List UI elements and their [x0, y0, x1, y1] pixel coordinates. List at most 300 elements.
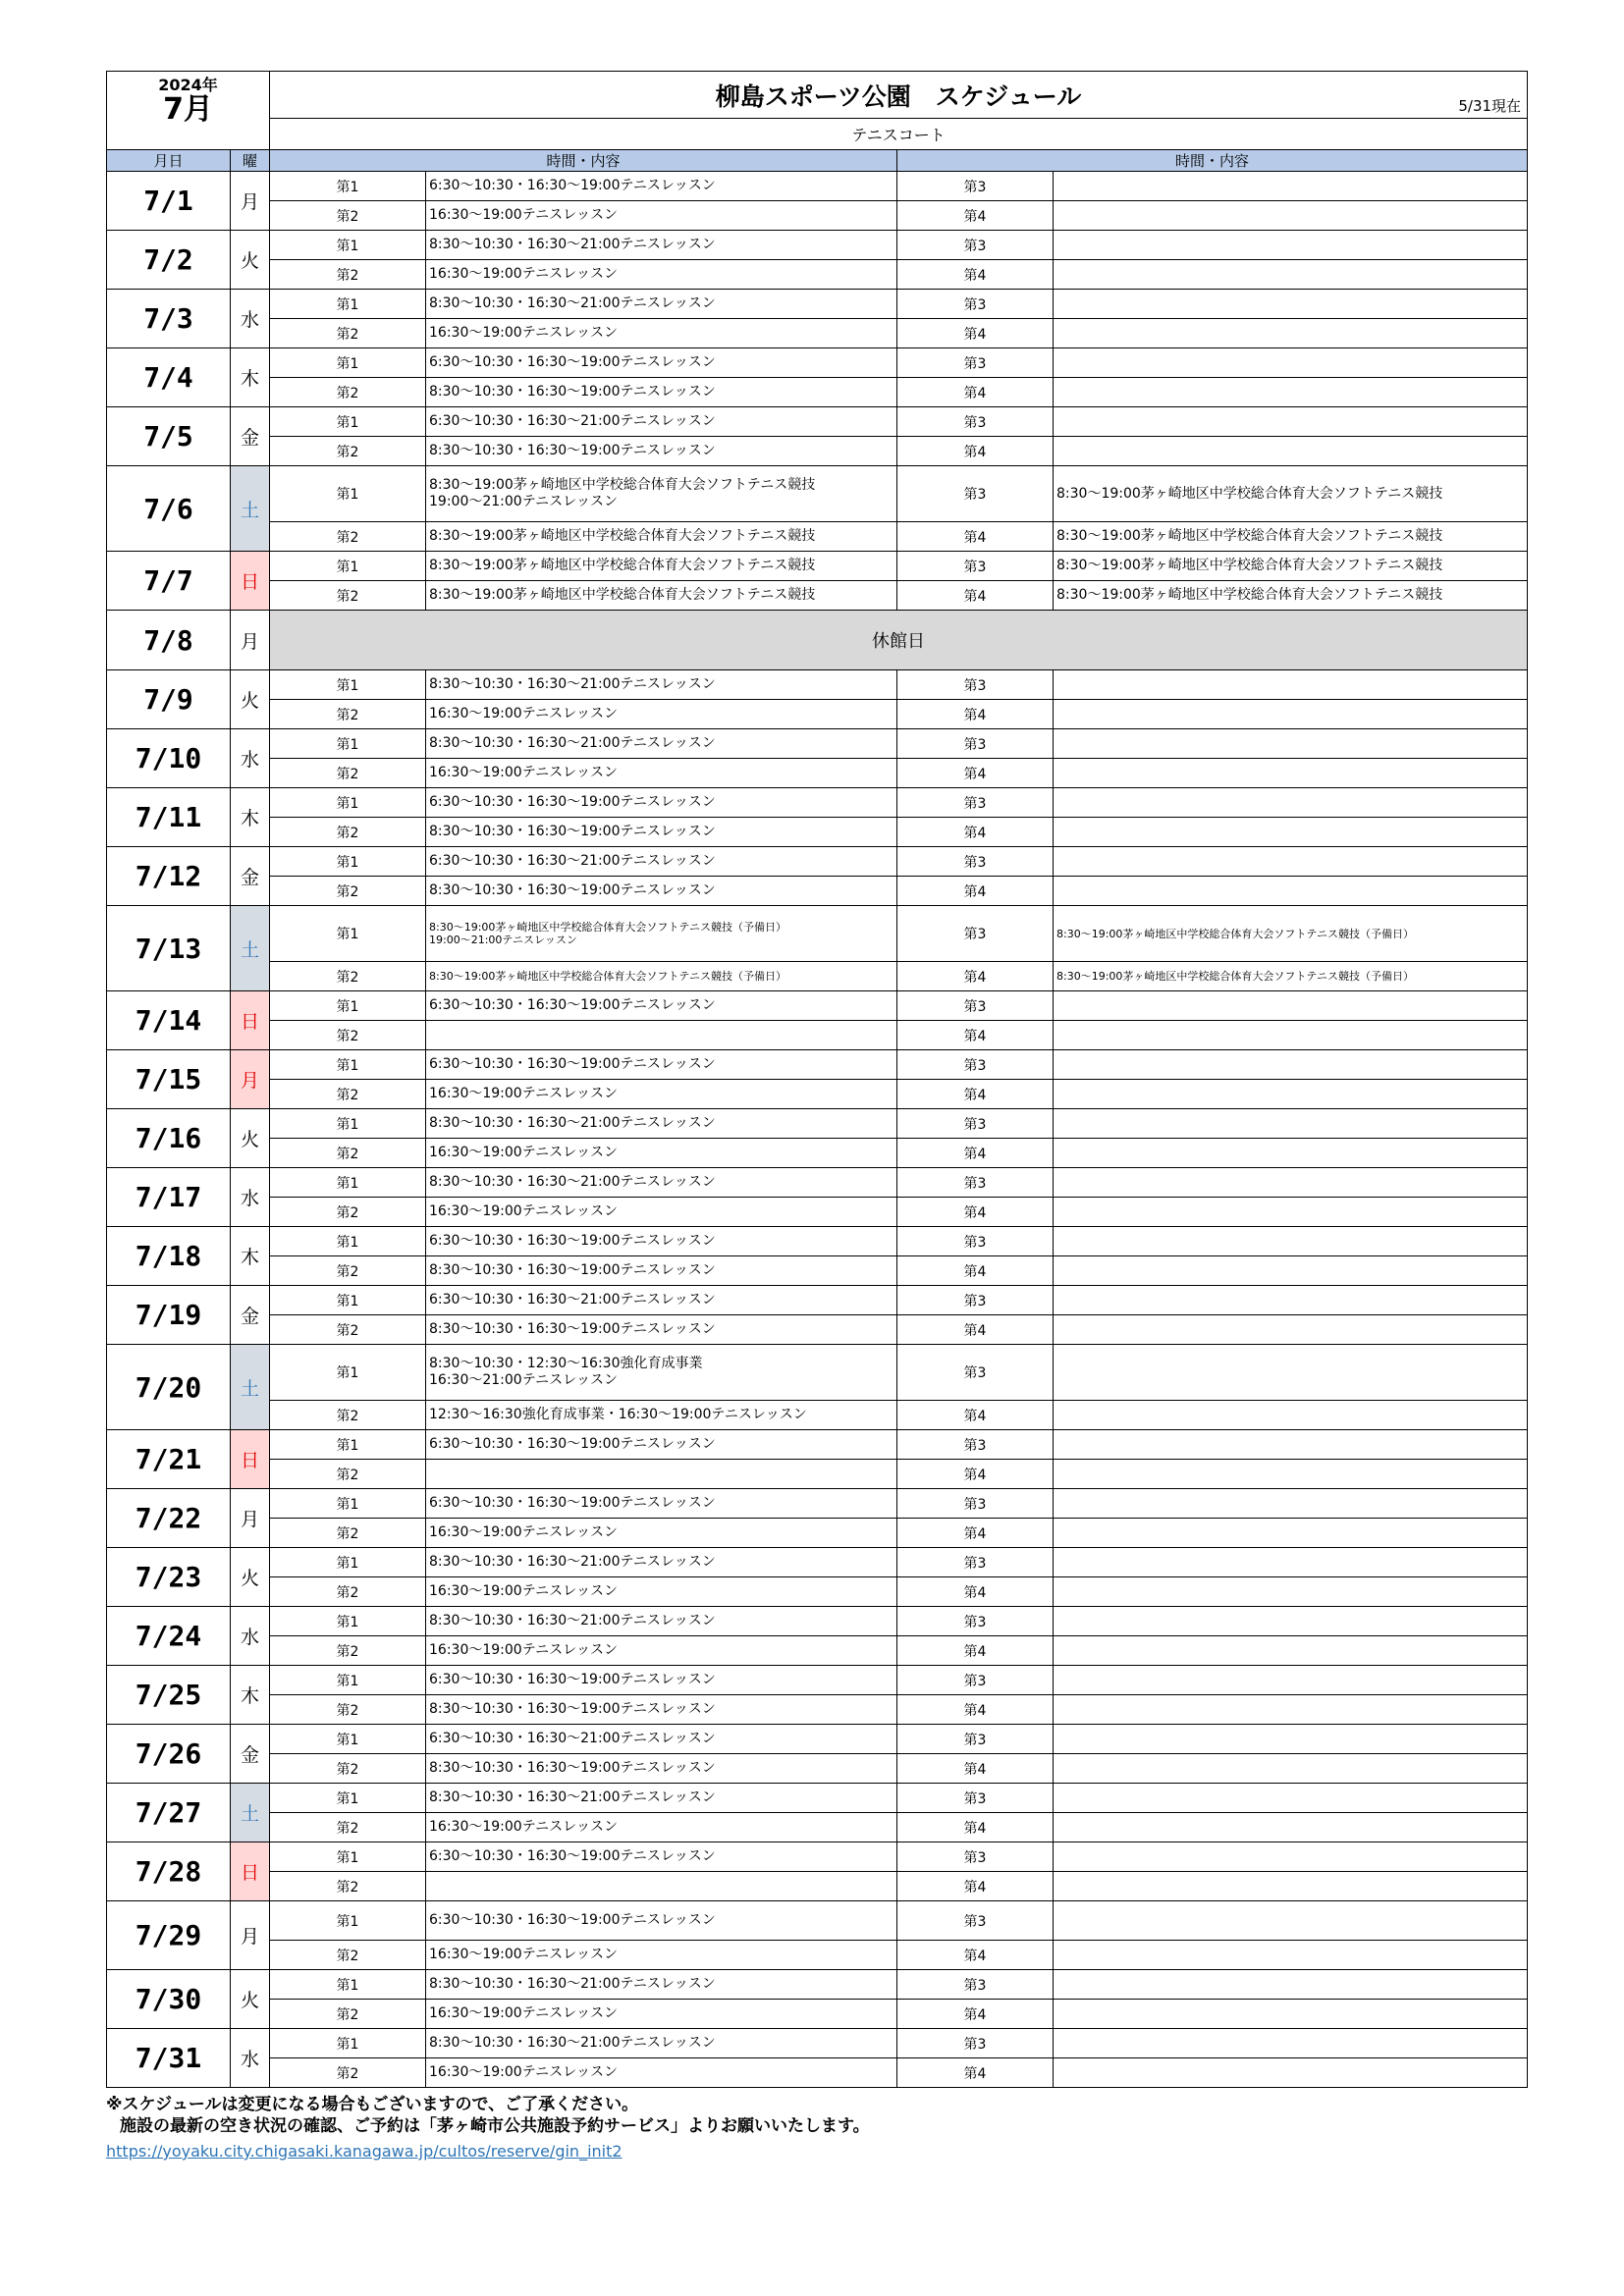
day-dow: 木: [231, 1666, 270, 1725]
court-1-content: 6:30～10:30・16:30～19:00テニスレッスン: [426, 1489, 897, 1519]
day-date: 7/29: [107, 1901, 231, 1970]
table-row: [107, 319, 1528, 348]
court-3-content: [1054, 1784, 1528, 1813]
table-row: [107, 670, 1528, 700]
court-2-label: 第2: [270, 962, 426, 991]
month-label: 7月: [163, 91, 213, 127]
court-4-content: [1054, 1198, 1528, 1227]
table-row: [107, 1489, 1528, 1519]
court-4-label: 第4: [897, 759, 1054, 788]
table-row: [107, 201, 1528, 231]
court-3-content: [1054, 407, 1528, 437]
court-1-label: 第1: [270, 1842, 426, 1872]
court-1-content: 6:30～10:30・16:30～19:00テニスレッスン: [426, 1901, 897, 1941]
court-2-label: 第2: [270, 700, 426, 729]
page-title-cell: [270, 72, 1528, 119]
table-row: [107, 611, 1528, 670]
court-2-content: 16:30～19:00テニスレッスン: [426, 1636, 897, 1666]
court-1-label: 第1: [270, 1489, 426, 1519]
court-3-label: 第3: [897, 1548, 1054, 1577]
court-1-content: 8:30～19:00茅ヶ崎地区中学校総合体育大会ソフトテニス競技（予備日） 19:00～21:00テニスレッスン: [426, 906, 897, 962]
day-dow: 金: [231, 1286, 270, 1345]
court-4-label: 第4: [897, 1315, 1054, 1345]
court-4-content: 8:30～19:00茅ヶ崎地区中学校総合体育大会ソフトテニス競技: [1054, 522, 1528, 552]
court-1-content: 6:30～10:30・16:30～19:00テニスレッスン: [426, 172, 897, 201]
court-3-content: [1054, 1345, 1528, 1401]
court-1-content: 8:30～10:30・16:30～21:00テニスレッスン: [426, 231, 897, 260]
court-4-content: [1054, 1021, 1528, 1050]
day-date: 7/18: [107, 1227, 231, 1286]
court-4-label: 第4: [897, 1577, 1054, 1607]
court-1-label: 第1: [270, 407, 426, 437]
court-2-content: 8:30～10:30・16:30～19:00テニスレッスン: [426, 877, 897, 906]
court-1-label: 第1: [270, 729, 426, 759]
table-row: [107, 1577, 1528, 1607]
table-row: [107, 1842, 1528, 1872]
court-3-label: 第3: [897, 1842, 1054, 1872]
day-dow: 木: [231, 1227, 270, 1286]
court-2-label: 第2: [270, 1813, 426, 1842]
court-1-label: 第1: [270, 1607, 426, 1636]
day-date: 7/3: [107, 290, 231, 348]
court-3-label: 第3: [897, 1227, 1054, 1256]
table-row: [107, 1315, 1528, 1345]
court-4-label: 第4: [897, 700, 1054, 729]
court-1-content: 6:30～10:30・16:30～21:00テニスレッスン: [426, 407, 897, 437]
court-1-content: 8:30～10:30・16:30～21:00テニスレッスン: [426, 1970, 897, 2000]
court-2-content: 8:30～10:30・16:30～19:00テニスレッスン: [426, 1256, 897, 1286]
court-4-content: [1054, 818, 1528, 847]
court-2-content: 16:30～19:00テニスレッスン: [426, 1080, 897, 1109]
table-row: [107, 1695, 1528, 1725]
court-4-content: [1054, 1315, 1528, 1345]
table-row: [107, 1345, 1528, 1401]
day-date: 7/21: [107, 1430, 231, 1489]
court-3-content: [1054, 1168, 1528, 1198]
day-date: 7/4: [107, 348, 231, 407]
court-1-label: 第1: [270, 2029, 426, 2058]
court-3-content: [1054, 1901, 1528, 1941]
court-1-label: 第1: [270, 466, 426, 522]
court-3-content: [1054, 1430, 1528, 1460]
table-row: [107, 378, 1528, 407]
court-4-label: 第4: [897, 1636, 1054, 1666]
court-4-content: [1054, 201, 1528, 231]
day-date: 7/30: [107, 1970, 231, 2029]
court-4-label: 第4: [897, 1519, 1054, 1548]
court-2-content: 8:30～10:30・16:30～19:00テニスレッスン: [426, 1754, 897, 1784]
reservation-link[interactable]: https://yoyaku.city.chigasaki.kanagawa.jp/cultos/reserve/gin_init2: [106, 2142, 623, 2161]
court-1-label: 第1: [270, 1666, 426, 1695]
court-1-content: 6:30～10:30・16:30～19:00テニスレッスン: [426, 1842, 897, 1872]
court-4-label: 第4: [897, 1941, 1054, 1970]
court-4-label: 第4: [897, 1401, 1054, 1430]
court-3-label: 第3: [897, 1666, 1054, 1695]
court-1-label: 第1: [270, 1901, 426, 1941]
day-date: 7/1: [107, 172, 231, 231]
court-3-content: [1054, 1725, 1528, 1754]
court-1-label: 第1: [270, 1286, 426, 1315]
court-4-label: 第4: [897, 522, 1054, 552]
court-2-label: 第2: [270, 1080, 426, 1109]
court-4-content: [1054, 319, 1528, 348]
court-4-content: [1054, 700, 1528, 729]
court-3-label: 第3: [897, 172, 1054, 201]
table-row: [107, 1970, 1528, 2000]
col-header-dow: 曜: [231, 150, 270, 172]
court-4-label: 第4: [897, 581, 1054, 611]
court-2-content: 16:30～19:00テニスレッスン: [426, 319, 897, 348]
court-1-content: 6:30～10:30・16:30～21:00テニスレッスン: [426, 1725, 897, 1754]
table-row: [107, 407, 1528, 437]
court-2-label: 第2: [270, 2058, 426, 2088]
table-row: [107, 1636, 1528, 1666]
table-row: [107, 1227, 1528, 1256]
court-4-content: [1054, 1080, 1528, 1109]
court-4-content: [1054, 437, 1528, 466]
court-3-content: [1054, 2029, 1528, 2058]
court-2-content: 16:30～19:00テニスレッスン: [426, 1813, 897, 1842]
col-header-content-right: 時間・内容: [897, 150, 1528, 172]
day-date: 7/7: [107, 552, 231, 611]
court-3-label: 第3: [897, 1050, 1054, 1080]
court-2-label: 第2: [270, 1256, 426, 1286]
court-3-label: 第3: [897, 991, 1054, 1021]
table-row: [107, 522, 1528, 552]
table-row: [107, 1784, 1528, 1813]
day-dow: 火: [231, 1970, 270, 2029]
day-dow: 日: [231, 1430, 270, 1489]
day-dow: 金: [231, 847, 270, 906]
court-2-label: 第2: [270, 759, 426, 788]
court-3-content: [1054, 290, 1528, 319]
court-1-label: 第1: [270, 1970, 426, 2000]
court-2-content: 8:30～10:30・16:30～19:00テニスレッスン: [426, 1695, 897, 1725]
court-4-label: 第4: [897, 818, 1054, 847]
court-4-label: 第4: [897, 260, 1054, 290]
court-1-label: 第1: [270, 552, 426, 581]
day-dow: 月: [231, 611, 270, 670]
court-1-content: 8:30～10:30・16:30～21:00テニスレッスン: [426, 2029, 897, 2058]
day-dow: 月: [231, 1901, 270, 1970]
day-dow: 木: [231, 348, 270, 407]
court-1-label: 第1: [270, 1430, 426, 1460]
court-1-content: 8:30～10:30・16:30～21:00テニスレッスン: [426, 1109, 897, 1139]
court-3-label: 第3: [897, 729, 1054, 759]
court-2-label: 第2: [270, 1460, 426, 1489]
court-1-content: 6:30～10:30・16:30～19:00テニスレッスン: [426, 1666, 897, 1695]
table-row: [107, 729, 1528, 759]
court-2-label: 第2: [270, 260, 426, 290]
table-row: [107, 1548, 1528, 1577]
day-date: 7/11: [107, 788, 231, 847]
court-3-content: [1054, 348, 1528, 378]
page-title: 柳島スポーツ公園 スケジュール: [715, 81, 1082, 111]
court-2-label: 第2: [270, 378, 426, 407]
court-4-content: [1054, 1401, 1528, 1430]
court-3-label: 第3: [897, 1286, 1054, 1315]
court-3-label: 第3: [897, 847, 1054, 877]
day-date: 7/13: [107, 906, 231, 991]
court-2-content: 16:30～19:00テニスレッスン: [426, 1577, 897, 1607]
day-dow: 水: [231, 1168, 270, 1227]
table-row: [107, 1168, 1528, 1198]
table-row: [107, 991, 1528, 1021]
table-row: [107, 1460, 1528, 1489]
court-4-label: 第4: [897, 1695, 1054, 1725]
table-row: [107, 1286, 1528, 1315]
day-date: 7/2: [107, 231, 231, 290]
table-row: [107, 1430, 1528, 1460]
court-1-label: 第1: [270, 1227, 426, 1256]
court-1-label: 第1: [270, 847, 426, 877]
court-4-label: 第4: [897, 962, 1054, 991]
court-1-content: 6:30～10:30・16:30～19:00テニスレッスン: [426, 1430, 897, 1460]
day-dow: 火: [231, 1109, 270, 1168]
day-date: 7/14: [107, 991, 231, 1050]
day-date: 7/10: [107, 729, 231, 788]
court-4-content: [1054, 1519, 1528, 1548]
court-4-label: 第4: [897, 1021, 1054, 1050]
court-3-label: 第3: [897, 1168, 1054, 1198]
court-4-content: [1054, 1636, 1528, 1666]
day-dow: 水: [231, 2029, 270, 2088]
court-2-content: 16:30～19:00テニスレッスン: [426, 2058, 897, 2088]
court-2-content: 16:30～19:00テニスレッスン: [426, 1139, 897, 1168]
court-4-label: 第4: [897, 1198, 1054, 1227]
table-row: [107, 818, 1528, 847]
table-row: [107, 552, 1528, 581]
court-4-label: 第4: [897, 437, 1054, 466]
court-2-label: 第2: [270, 1519, 426, 1548]
court-3-content: [1054, 1666, 1528, 1695]
court-2-label: 第2: [270, 437, 426, 466]
court-2-content: 16:30～19:00テニスレッスン: [426, 201, 897, 231]
court-2-content: [426, 1872, 897, 1901]
court-3-label: 第3: [897, 670, 1054, 700]
court-3-label: 第3: [897, 552, 1054, 581]
table-row: [107, 700, 1528, 729]
court-4-content: [1054, 1577, 1528, 1607]
court-4-label: 第4: [897, 1754, 1054, 1784]
court-3-content: [1054, 847, 1528, 877]
day-date: 7/22: [107, 1489, 231, 1548]
court-3-label: 第3: [897, 788, 1054, 818]
day-dow: 金: [231, 1725, 270, 1784]
court-3-content: [1054, 1109, 1528, 1139]
day-dow: 水: [231, 729, 270, 788]
court-4-label: 第4: [897, 1256, 1054, 1286]
table-row: [107, 1607, 1528, 1636]
court-1-label: 第1: [270, 1345, 426, 1401]
court-3-label: 第3: [897, 906, 1054, 962]
table-row: [107, 1139, 1528, 1168]
court-1-content: 8:30～19:00茅ヶ崎地区中学校総合体育大会ソフトテニス競技: [426, 552, 897, 581]
day-dow: 月: [231, 172, 270, 231]
court-2-content: 8:30～19:00茅ヶ崎地区中学校総合体育大会ソフトテニス競技（予備日）: [426, 962, 897, 991]
court-1-content: 8:30～10:30・16:30～21:00テニスレッスン: [426, 290, 897, 319]
table-row: [107, 466, 1528, 522]
court-2-content: 16:30～19:00テニスレッスン: [426, 1941, 897, 1970]
day-date: 7/26: [107, 1725, 231, 1784]
court-3-content: [1054, 231, 1528, 260]
court-3-content: [1054, 172, 1528, 201]
court-1-content: 8:30～19:00茅ヶ崎地区中学校総合体育大会ソフトテニス競技 19:00～21:00テニスレッスン: [426, 466, 897, 522]
table-row: [107, 1198, 1528, 1227]
court-1-content: 6:30～10:30・16:30～21:00テニスレッスン: [426, 1286, 897, 1315]
court-4-label: 第4: [897, 1872, 1054, 1901]
court-3-content: [1054, 1607, 1528, 1636]
note-change: ※スケジュールは変更になる場合もございますので、ご了承ください。: [106, 2095, 639, 2114]
court-2-label: 第2: [270, 2000, 426, 2029]
court-3-label: 第3: [897, 290, 1054, 319]
court-1-label: 第1: [270, 1725, 426, 1754]
court-3-content: [1054, 1489, 1528, 1519]
court-3-content: [1054, 1227, 1528, 1256]
court-1-label: 第1: [270, 172, 426, 201]
schedule-table: [106, 71, 1528, 2088]
court-3-label: 第3: [897, 348, 1054, 378]
table-row: [107, 1256, 1528, 1286]
court-3-content: [1054, 1050, 1528, 1080]
day-dow: 木: [231, 788, 270, 847]
court-4-label: 第4: [897, 2058, 1054, 2088]
court-2-label: 第2: [270, 1695, 426, 1725]
court-1-label: 第1: [270, 1548, 426, 1577]
table-row: [107, 1519, 1528, 1548]
court-4-label: 第4: [897, 2000, 1054, 2029]
table-row: [107, 759, 1528, 788]
day-dow: 土: [231, 1784, 270, 1842]
court-4-label: 第4: [897, 378, 1054, 407]
court-4-content: [1054, 1813, 1528, 1842]
court-4-label: 第4: [897, 201, 1054, 231]
note-reservation: 施設の最新の空き状況の確認、ご予約は「茅ヶ崎市公共施設予約サービス」よりお願いいたします。: [120, 2116, 870, 2136]
table-row: [107, 877, 1528, 906]
court-1-label: 第1: [270, 788, 426, 818]
court-4-label: 第4: [897, 319, 1054, 348]
table-row: [107, 962, 1528, 991]
table-row: [107, 581, 1528, 611]
court-4-content: [1054, 260, 1528, 290]
day-date: 7/12: [107, 847, 231, 906]
schedule-sheet: [106, 71, 1527, 2163]
court-4-content: [1054, 1460, 1528, 1489]
day-date: 7/6: [107, 466, 231, 552]
table-row: [107, 2029, 1528, 2058]
court-2-content: 8:30～19:00茅ヶ崎地区中学校総合体育大会ソフトテニス競技: [426, 581, 897, 611]
court-1-content: 8:30～10:30・16:30～21:00テニスレッスン: [426, 1548, 897, 1577]
day-date: 7/17: [107, 1168, 231, 1227]
court-4-content: [1054, 877, 1528, 906]
table-row: [107, 788, 1528, 818]
court-3-label: 第3: [897, 466, 1054, 522]
court-4-label: 第4: [897, 1139, 1054, 1168]
table-row: [107, 1754, 1528, 1784]
day-dow: 土: [231, 466, 270, 552]
court-2-label: 第2: [270, 522, 426, 552]
court-3-content: [1054, 670, 1528, 700]
court-3-label: 第3: [897, 1970, 1054, 2000]
court-4-content: [1054, 2000, 1528, 2029]
court-2-content: 8:30～10:30・16:30～19:00テニスレッスン: [426, 1315, 897, 1345]
court-2-label: 第2: [270, 1021, 426, 1050]
table-row: [107, 2000, 1528, 2029]
notes: [106, 2094, 1527, 2163]
court-1-content: 6:30～10:30・16:30～19:00テニスレッスン: [426, 1227, 897, 1256]
court-2-label: 第2: [270, 1636, 426, 1666]
day-date: 7/9: [107, 670, 231, 729]
day-date: 7/28: [107, 1842, 231, 1901]
court-3-content: [1054, 991, 1528, 1021]
court-1-label: 第1: [270, 670, 426, 700]
day-dow: 金: [231, 407, 270, 466]
day-date: 7/24: [107, 1607, 231, 1666]
court-3-label: 第3: [897, 1607, 1054, 1636]
day-dow: 日: [231, 1842, 270, 1901]
table-row: [107, 1109, 1528, 1139]
day-dow: 火: [231, 231, 270, 290]
court-4-content: [1054, 1941, 1528, 1970]
court-2-label: 第2: [270, 1872, 426, 1901]
court-2-content: 12:30～16:30強化育成事業・16:30～19:00テニスレッスン: [426, 1401, 897, 1430]
as-of-date: 5/31現在: [1458, 97, 1522, 115]
day-date: 7/5: [107, 407, 231, 466]
court-1-content: 8:30～10:30・16:30～21:00テニスレッスン: [426, 1784, 897, 1813]
court-3-content: 8:30～19:00茅ヶ崎地区中学校総合体育大会ソフトテニス競技: [1054, 466, 1528, 522]
court-2-content: 16:30～19:00テニスレッスン: [426, 1519, 897, 1548]
court-3-label: 第3: [897, 1109, 1054, 1139]
court-1-content: 8:30～10:30・16:30～21:00テニスレッスン: [426, 670, 897, 700]
court-3-content: [1054, 1548, 1528, 1577]
court-2-content: 16:30～19:00テニスレッスン: [426, 2000, 897, 2029]
court-1-label: 第1: [270, 1784, 426, 1813]
table-row: [107, 260, 1528, 290]
court-4-content: [1054, 1754, 1528, 1784]
year-label: 2024年: [158, 76, 218, 94]
court-2-label: 第2: [270, 319, 426, 348]
court-1-content: 8:30～10:30・12:30～16:30強化育成事業 16:30～21:00テニスレッスン: [426, 1345, 897, 1401]
court-2-content: 16:30～19:00テニスレッスン: [426, 260, 897, 290]
court-3-label: 第3: [897, 2029, 1054, 2058]
court-3-label: 第3: [897, 407, 1054, 437]
table-row: [107, 1725, 1528, 1754]
court-1-content: 6:30～10:30・16:30～19:00テニスレッスン: [426, 991, 897, 1021]
court-3-label: 第3: [897, 1725, 1054, 1754]
court-4-label: 第4: [897, 1080, 1054, 1109]
court-1-content: 6:30～10:30・16:30～21:00テニスレッスン: [426, 847, 897, 877]
day-date: 7/16: [107, 1109, 231, 1168]
table-row: [107, 348, 1528, 378]
day-date: 7/31: [107, 2029, 231, 2088]
court-3-label: 第3: [897, 231, 1054, 260]
court-2-label: 第2: [270, 1315, 426, 1345]
court-2-label: 第2: [270, 1577, 426, 1607]
court-2-label: 第2: [270, 818, 426, 847]
day-dow: 日: [231, 552, 270, 611]
court-2-label: 第2: [270, 1941, 426, 1970]
table-row: [107, 847, 1528, 877]
court-2-label: 第2: [270, 1754, 426, 1784]
table-row: [107, 2058, 1528, 2088]
court-3-label: 第3: [897, 1345, 1054, 1401]
court-2-label: 第2: [270, 581, 426, 611]
court-2-content: 8:30～10:30・16:30～19:00テニスレッスン: [426, 437, 897, 466]
court-2-content: 16:30～19:00テニスレッスン: [426, 1198, 897, 1227]
table-row: [107, 1021, 1528, 1050]
court-2-label: 第2: [270, 1198, 426, 1227]
table-row: [107, 437, 1528, 466]
